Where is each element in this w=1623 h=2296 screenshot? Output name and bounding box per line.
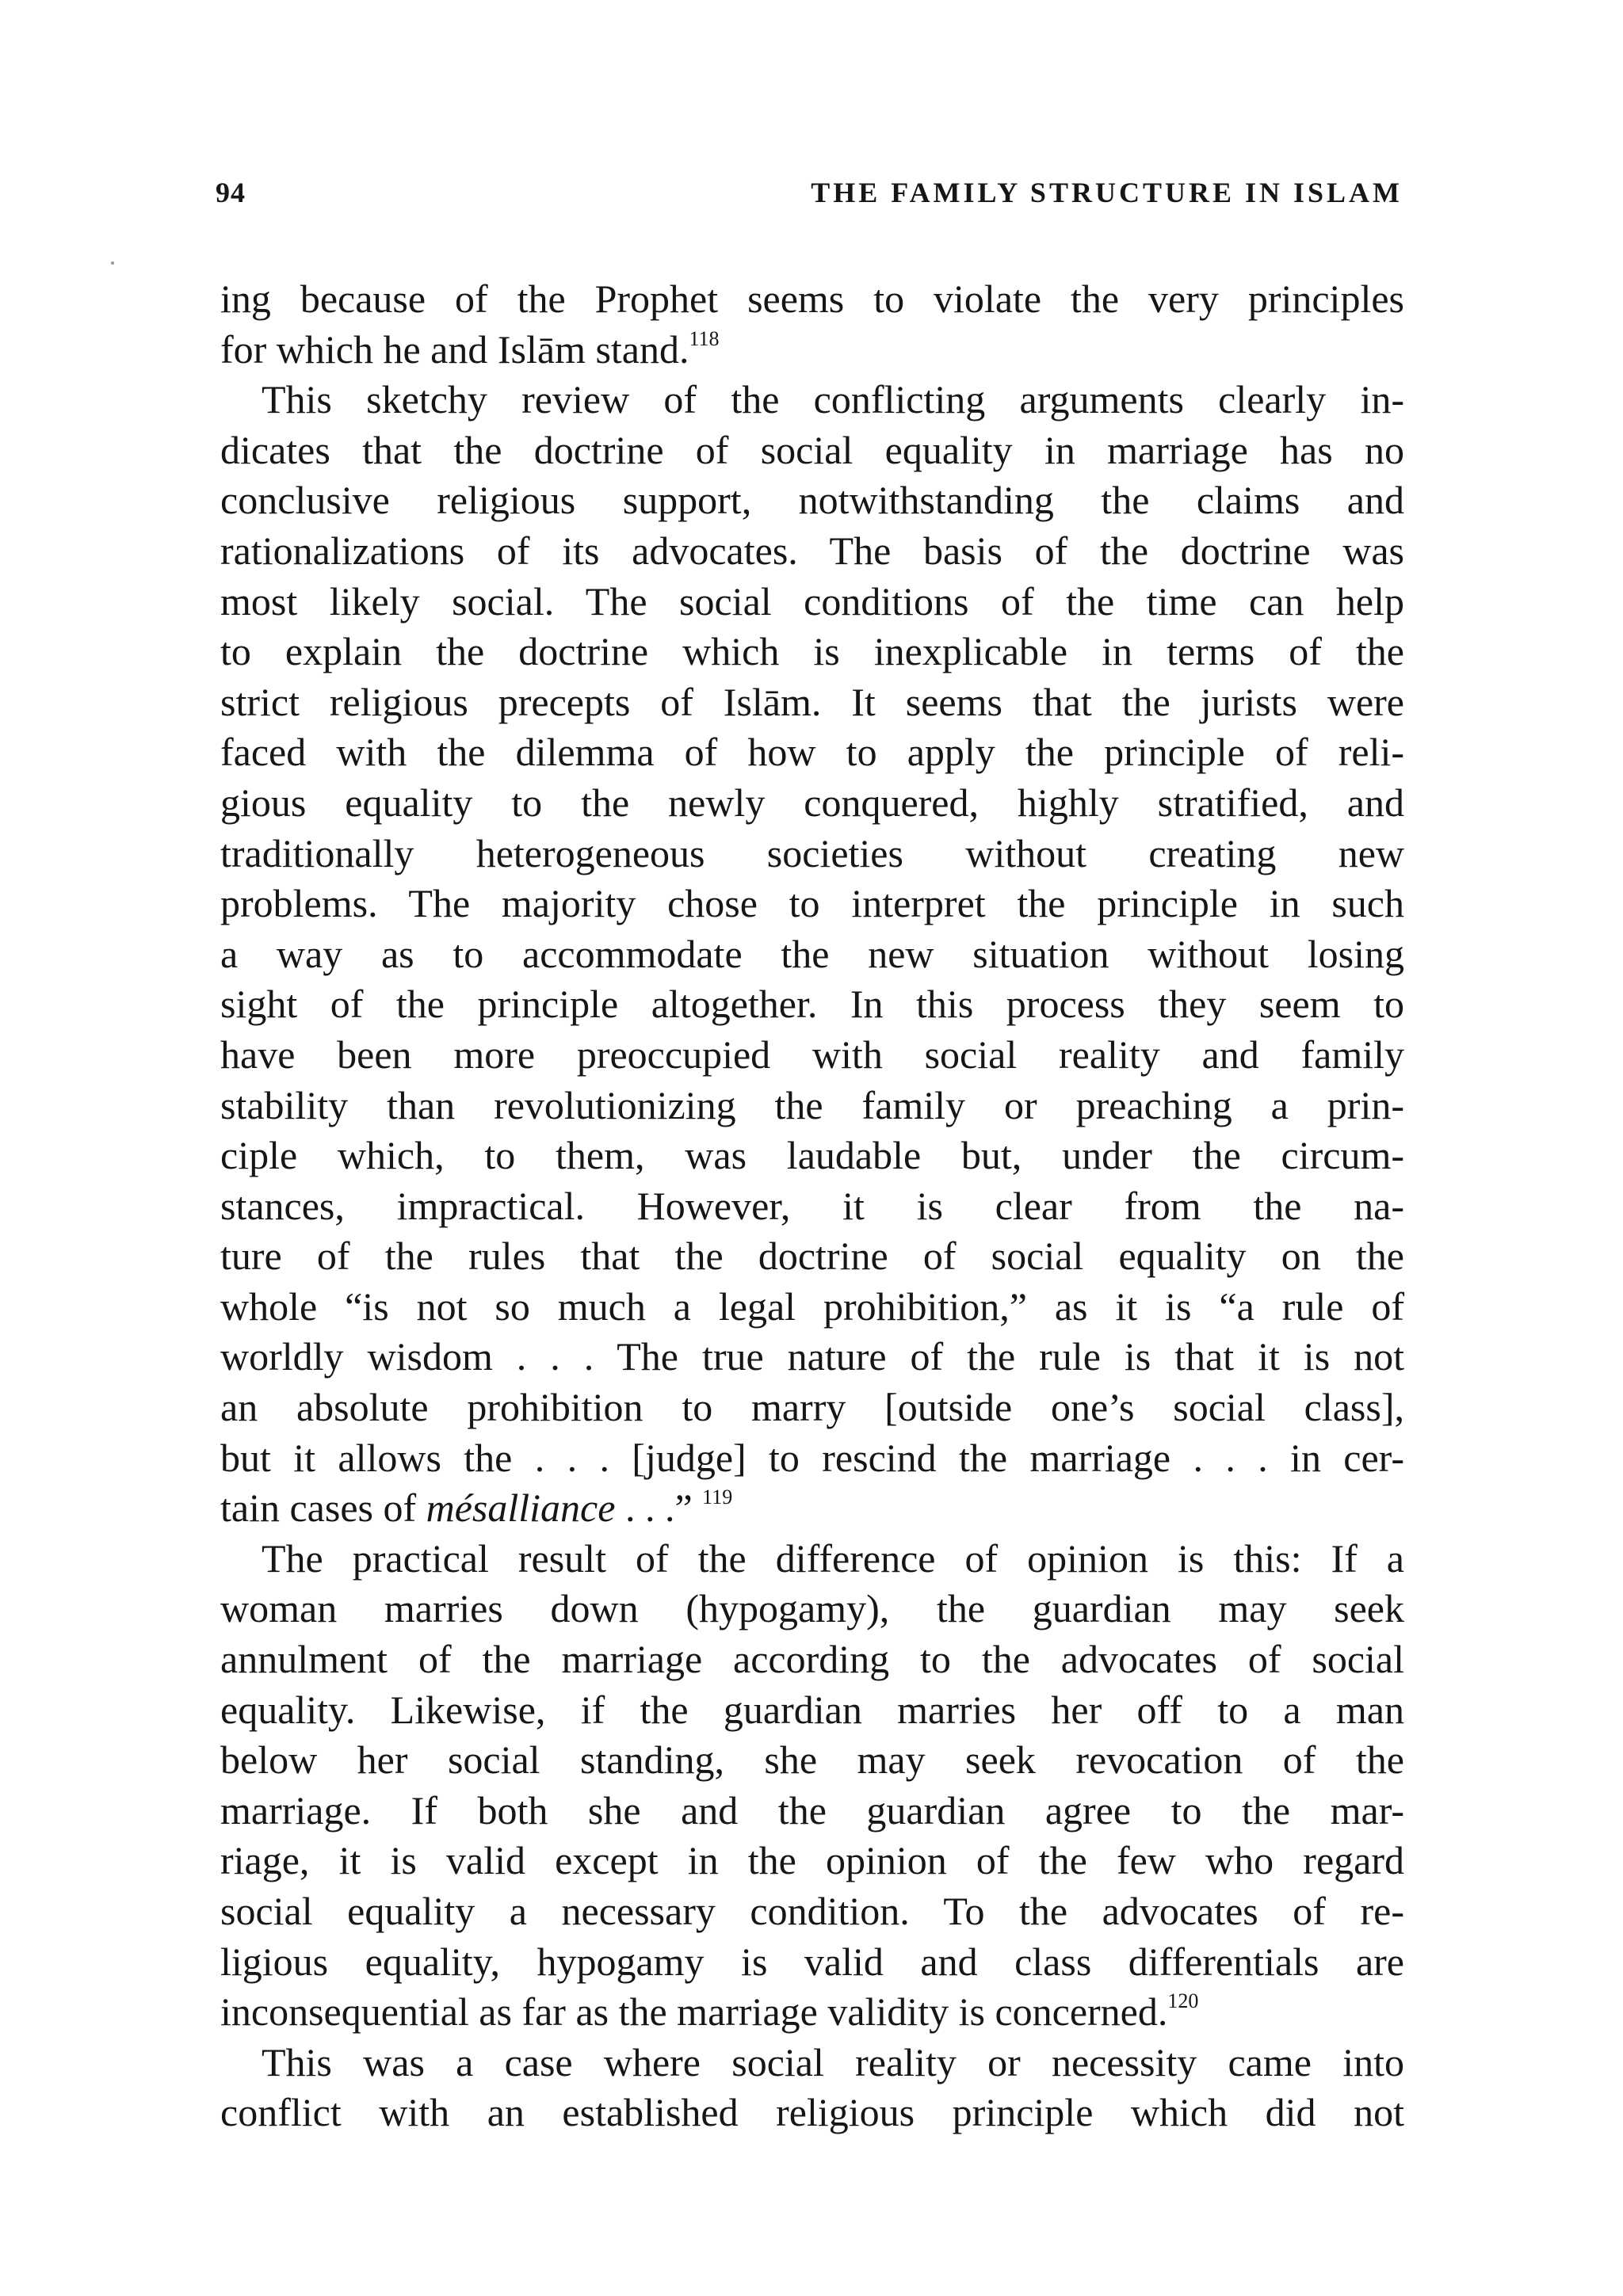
text-line: tain cases of mésalliance . . .” $^{119}$ (220, 1486, 733, 1531)
footnote-ref-118: 118 (689, 326, 720, 350)
text-line: equality. Likewise, if the guardian marries her off to a man (220, 1687, 1404, 1732)
text-line: inconsequential as far as the marriage validity is concerned.$^{120}$ (220, 1989, 1199, 2035)
text-line: most likely social. The social conditions of the time can help (220, 578, 1404, 624)
text-line: traditionally heterogeneous societies without creating new (220, 830, 1404, 875)
text-line: conclusive religious support, notwithstanding the claims and (220, 478, 1404, 523)
text-line: ing because of the Prophet seems to violate the very principles (220, 277, 1404, 321)
italic-mesalliance: mésalliance (426, 1486, 616, 1531)
text-line: strict religious precepts of Islām. It seems that the jurists were (220, 679, 1404, 724)
body-text (220, 274, 1404, 2138)
text-line: an absolute prohibition to marry [outside one’s social class], (220, 1385, 1404, 1430)
text-line: below her social standing, she may seek revocation of the (220, 1737, 1404, 1783)
text-line: have been more preoccupied with social reality and family (220, 1032, 1404, 1077)
text-line: a way as to accommodate the new situation without losing (220, 931, 1404, 976)
text-line: ligious equality, hypogamy is valid and class differentials are (220, 1939, 1404, 1984)
text-line: riage, it is valid except in the opinion of the few who regard (220, 1838, 1404, 1883)
text-line: ciple which, to them, was laudable but, under the circum- (220, 1133, 1404, 1178)
footnote-ref-120: 120 (1167, 1989, 1199, 2013)
text-line: conflict with an established religious principle which did not (220, 2090, 1404, 2135)
paragraph-start: This was a case where social reality or necessity came into (262, 2039, 1404, 2084)
text-line: ture of the rules that the doctrine of social equality on the (220, 1234, 1404, 1279)
text-line: dicates that the doctrine of social equality in marriage has no (220, 427, 1404, 472)
text-line: marriage. If both she and the guardian agree to the mar- (220, 1787, 1404, 1833)
paragraph-start: The practical result of the difference of opinion is this: If a (262, 1535, 1404, 1581)
text-line: sight of the principle altogether. In this process they seem to (220, 982, 1404, 1027)
paragraph-start: This sketchy review of the conflicting arguments clearly in- (262, 377, 1404, 422)
page-header (216, 176, 1403, 223)
text-line: faced with the dilemma of how to apply the principle of reli- (220, 730, 1404, 775)
text-line: stability than revolutionizing the family or preaching a prin- (220, 1082, 1404, 1127)
footnote-ref-119: 119 (702, 1486, 733, 1509)
text-line: annulment of the marriage according to the advocates of social (220, 1637, 1404, 1682)
text-line: woman marries down (hypogamy), the guardian may seek (220, 1586, 1404, 1631)
text-line: worldly wisdom . . . The true nature of the rule is that it is not (220, 1334, 1404, 1379)
text-line: rationalizations of its advocates. The basis of the doctrine was (220, 528, 1404, 573)
text-line: stances, impractical. However, it is clear from the na- (220, 1183, 1404, 1228)
page-number: 94 (216, 177, 246, 208)
text-line: social equality a necessary condition. To the advocates of re- (220, 1889, 1404, 1933)
text-line: gious equality to the newly conquered, highly stratified, and (220, 780, 1404, 825)
text-line: problems. The majority chose to interpret the principle in such (220, 881, 1404, 926)
text-line: but it allows the . . . [judge] to rescind the marriage . . . in cer- (220, 1435, 1404, 1480)
scan-speck (111, 261, 114, 265)
running-title: THE FAMILY STRUCTURE IN ISLAM (811, 177, 1403, 208)
text-line: to explain the doctrine which is inexplicable in terms of the (220, 629, 1404, 674)
text-line: for which he and Islām stand.$^{118}$ (220, 326, 720, 372)
text-line: whole “is not so much a legal prohibition,” as it is “a rule of (220, 1283, 1404, 1329)
